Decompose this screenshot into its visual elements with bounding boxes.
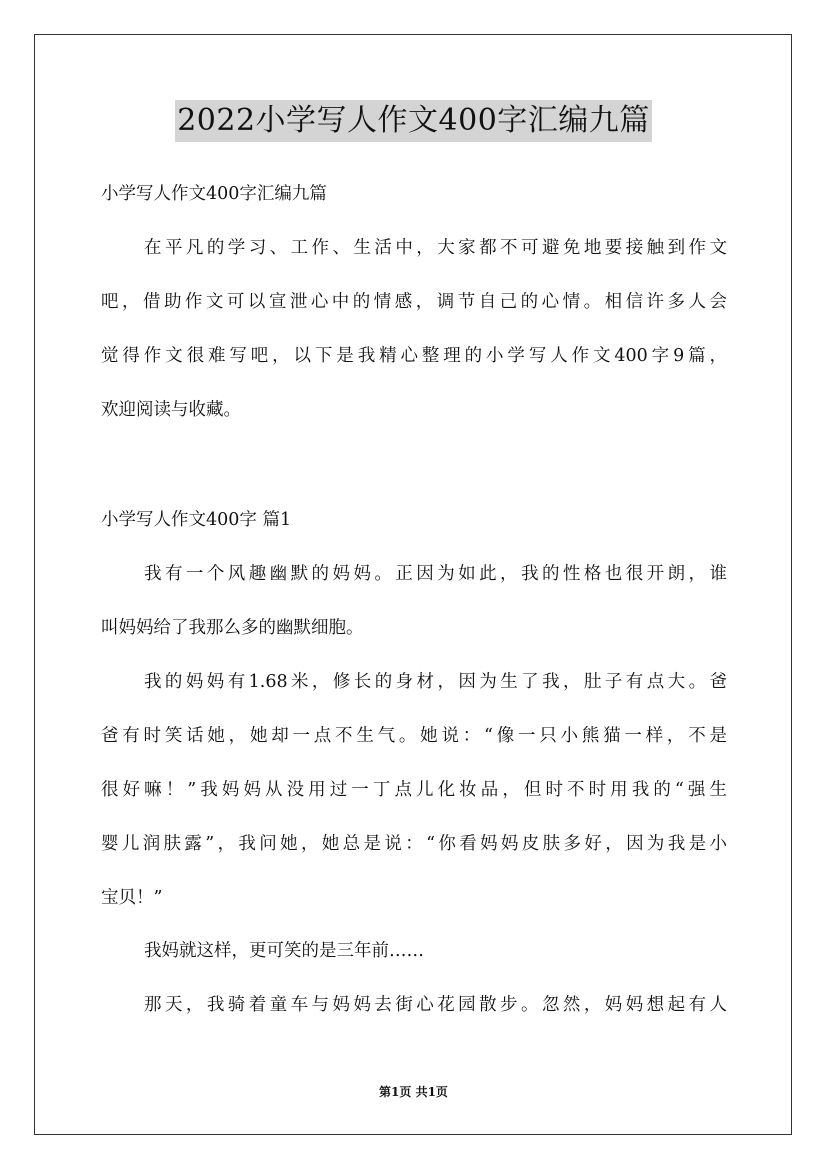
- intro-line: 吧，借助作文可以宣泄心中的情感，调节自己的心情。相信许多人会: [101, 292, 727, 312]
- paragraph-line: 叫妈妈给了我那么多的幽默细胞。: [101, 618, 364, 638]
- document-subtitle: 小学写人作文400字汇编九篇: [101, 184, 327, 204]
- intro-line: 在平凡的学习、工作、生活中，大家都不可避免地要接触到作文: [144, 238, 727, 258]
- paragraph-line: 爸有时笑话她，她却一点不生气。她说：“像一只小熊猫一样，不是: [101, 726, 727, 746]
- page-footer: 第1页 共1页: [379, 1085, 448, 1099]
- section-heading: 小学写人作文400字 篇1: [101, 510, 292, 530]
- document-title: 2022小学写人作文400字汇编九篇: [175, 100, 652, 142]
- intro-line: 欢迎阅读与收藏。: [101, 400, 241, 420]
- paragraph-line: 宝贝！”: [101, 888, 163, 908]
- paragraph-line: 很好嘛！”我妈妈从没用过一丁点儿化妆品，但时不时用我的“强生: [101, 780, 727, 800]
- paragraph-line: 婴儿润肤露”，我问她，她总是说：“你看妈妈皮肤多好，因为我是小: [101, 834, 727, 854]
- title-container: [0, 100, 827, 142]
- intro-line: 觉得作文很难写吧，以下是我精心整理的小学写人作文400字9篇，: [101, 346, 727, 366]
- paragraph-line: 我的妈妈有1.68米，修长的身材，因为生了我，肚子有点大。爸: [144, 672, 727, 692]
- paragraph-line: 那天，我骑着童车与妈妈去街心花园散步。忽然，妈妈想起有人: [144, 995, 727, 1015]
- paragraph-line: 我妈就这样，更可笑的是三年前……: [144, 941, 424, 961]
- paragraph-line: 我有一个风趣幽默的妈妈。正因为如此，我的性格也很开朗，谁: [144, 564, 727, 584]
